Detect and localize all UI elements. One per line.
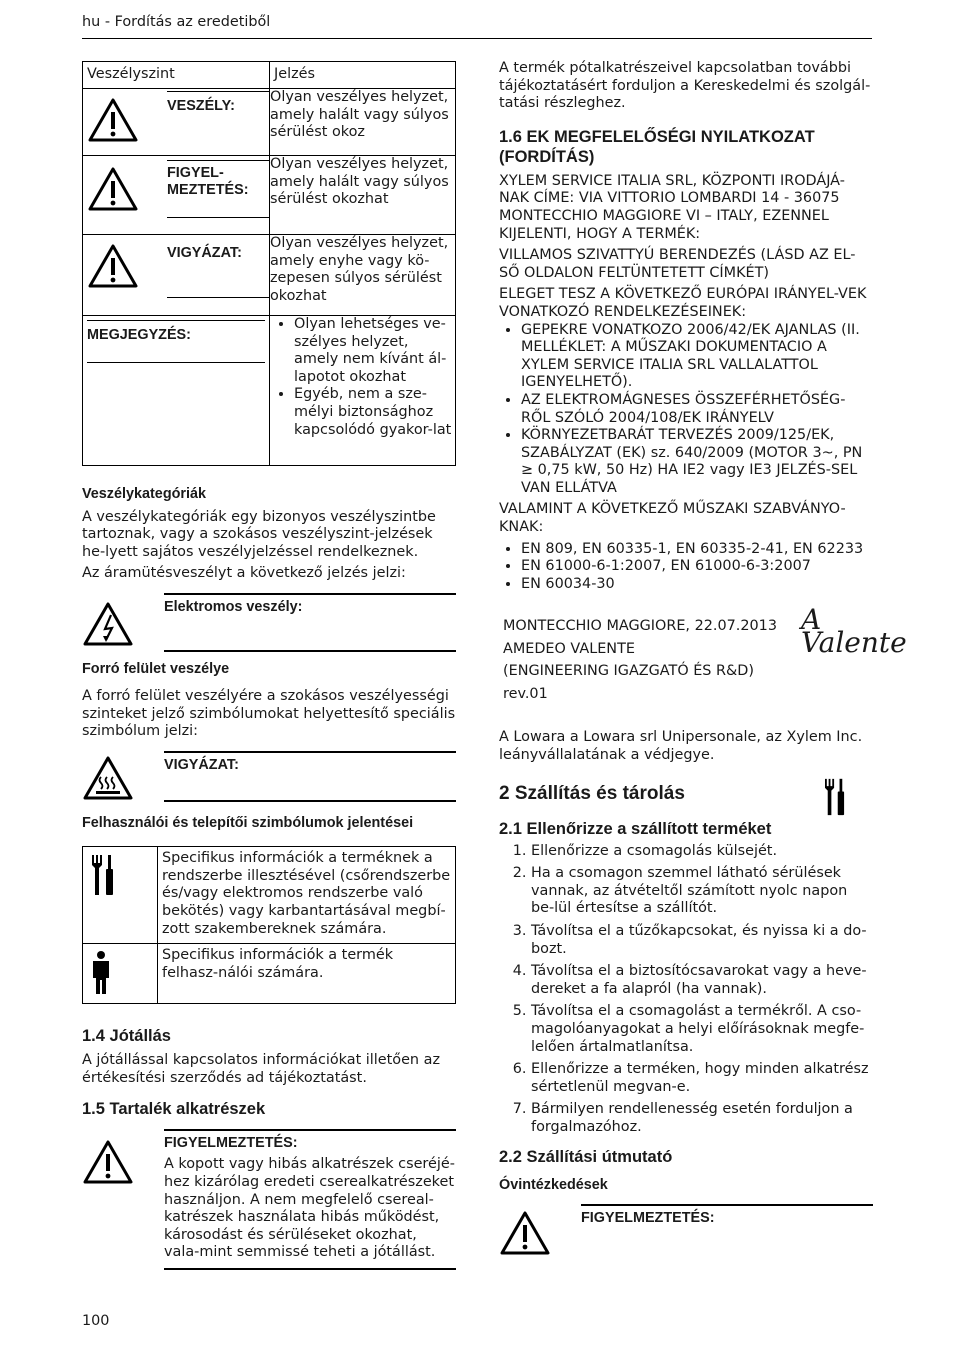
- paragraph: Az áramütésveszélyt a következő jelzés jelzi:: [82, 565, 406, 582]
- warning-triangle-icon: [83, 235, 167, 298]
- hazard-description: Olyan veszélyes helyzet, amely halált vagy súlyos sérülést okoz: [270, 89, 456, 156]
- warning-triangle-icon: [82, 1129, 164, 1270]
- hot-surface-block: [82, 751, 456, 807]
- tools-icon: [83, 847, 158, 944]
- hazard-level-cell: [83, 89, 270, 156]
- warning-triangle-icon: [83, 89, 167, 149]
- sign-line: (ENGINEERING IGAZGATÓ ÉS R&D): [503, 663, 754, 680]
- sign-line: MONTECCHIO MAGGIORE, 22.07.2013: [503, 618, 777, 635]
- tools-description: Specifikus információk a terméknek a rendszerbe illesztésével (csőrendszerbe és/vagy elektromos rendszerbe való bekötés) vagy karbantartásával megbí-zott szakembereknek számára.: [158, 847, 456, 944]
- hazard-description: Olyan veszélyes helyzet, amely halált vagy súlyos sérülést okozhat: [270, 156, 456, 235]
- paragraph: A veszélykategóriák egy bizonyos veszélyszintbe tartoznak, vagy a szokásos veszélyszint-jelzések he-lyett sajátos veszélyjelzéssel rendelkeznek.: [82, 508, 436, 560]
- hazard-level-cell: [83, 316, 270, 466]
- level-warning-line1: FIGYEL-: [167, 165, 224, 181]
- section-2-1-title: 2.1 Ellenőrizze a szállított terméket: [499, 819, 772, 838]
- sign-line: AMEDEO VALENTE: [503, 640, 635, 657]
- warning-triangle-icon: [83, 156, 167, 218]
- warning-triangle-icon: [499, 1204, 581, 1262]
- hot-surface-icon: [82, 751, 164, 807]
- hot-surface-title: Forró felület veszélye: [82, 660, 230, 677]
- step-item: 4. Távolítsa el a biztosítócsavarokat vagy a heve-dereket a fa alapról (ha vannak).: [531, 963, 873, 998]
- directive-item: • KÖRNYEZETBARÁT TERVEZÉS 2009/125/EK, SZABÁLYZAT (EK) sz. 640/2009 (MOTOR 3~, PN ≥ 0,75 kW, 50 Hz) HA IE2 vagy IE3 JELZÉS-SEL VAN ELLÁTVA: [521, 427, 873, 497]
- standard-item: • EN 60034-30: [521, 576, 873, 594]
- paragraph: A termék pótalkatrészeivel kapcsolatban további tájékoztatásért forduljon a Kereskedelmi és szolgál-tatási részleghez.: [499, 60, 871, 112]
- standard-item: • EN 809, EN 60335-1, EN 60335-2-41, EN 62233: [521, 541, 873, 559]
- spare-warning-label: FIGYELMEZTETÉS:: [164, 1135, 298, 1152]
- transport-warning-label: FIGYELMEZTETÉS:: [581, 1210, 715, 1227]
- col-header-level: Veszélyszint: [83, 62, 270, 89]
- level-caution: VIGYÁZAT:: [167, 245, 242, 261]
- left-column: [82, 61, 456, 1270]
- note-description: [270, 316, 456, 466]
- step-item: 3. Távolítsa el a tűzőkapcsokat, és nyissa ki a do-bozt.: [531, 923, 873, 958]
- right-column: [499, 60, 907, 1262]
- page-number: 100: [82, 1313, 110, 1329]
- directive-item: • GEPEKRE VONATKOZO 2006/42/EK AJANLAS (II. MELLÉKLET: A MŰSZAKI DOKUMENTACIO A XYLEM SERVICE ITALIA SRL VALLALATTOL IGENYELHETŐ).: [521, 322, 873, 392]
- transport-warning: [499, 1204, 873, 1262]
- paragraph: VALAMINT A KÖVETKEZŐ MŰSZAKI SZABVÁNYO-KNAK:: [499, 501, 846, 536]
- step-item: 1. Ellenőrizze a csomagolás külsejét.: [531, 843, 873, 861]
- electric-hazard-icon: [82, 593, 164, 653]
- note-bullet: • Egyéb, nem a sze-mélyi biztonsághoz kapcsolódó gyakor-lat: [294, 386, 455, 439]
- hazard-description: Olyan veszélyes helyzet, amely enyhe vagy kö-zepesen súlyos sérülést okozhat: [270, 235, 456, 316]
- handwritten-signature: A Valente: [801, 603, 907, 659]
- user-symbols-title: Felhasználói és telepítői szimbólumok jelentései: [82, 814, 414, 831]
- hazard-categories-title: Veszélykategóriák: [82, 486, 206, 502]
- warranty-title: 1.4 Jótállás: [82, 1027, 171, 1046]
- running-header: hu - Fordítás az eredetiből: [82, 14, 271, 30]
- standard-item: • EN 61000-6-1:2007, EN 61000-6-3:2007: [521, 558, 873, 576]
- header-rule: [82, 38, 872, 39]
- paragraph: ELEGET TESZ A KÖVETKEZŐ EURÓPAI IRÁNYEL-VEK VONATKOZÓ RENDELKEZÉSEINEK:: [499, 286, 867, 320]
- level-note: MEGJEGYZÉS:: [87, 327, 191, 343]
- level-warning-line2: MEZTETÉS:: [167, 182, 249, 198]
- step-item: 2. Ha a csomagon szemmel látható sérülések vannak, az átvételtől számított nyolc napon be-lül értesítse a szállítót.: [531, 865, 873, 918]
- tools-icon: [821, 777, 849, 823]
- electric-hazard-label: Elektromos veszély:: [164, 598, 303, 615]
- user-icon: [83, 944, 158, 1004]
- user-description: Specifikus információk a termék felhasz-nálói számára.: [158, 944, 456, 1004]
- electric-hazard-block: [82, 593, 456, 653]
- sign-line: rev.01: [503, 685, 548, 702]
- declaration-title: 1.6 EK MEGFELELŐSÉGI NYILATKOZAT (FORDÍTÁS): [499, 127, 815, 166]
- signature-block: [499, 603, 907, 705]
- directive-item: • AZ ELEKTROMÁGNESES ÖSSZEFÉRHETŐSÉG-RŐL SZÓLÓ 2004/108/EK IRÁNYELV: [521, 392, 873, 427]
- paragraph: A forró felület veszélyére a szokásos veszélyességi szinteket jelző szimbólumokat helyettesítő speciális szimbólum jelzi:: [82, 688, 456, 740]
- level-danger: VESZÉLY:: [167, 98, 235, 114]
- step-item: 5. Távolítsa el a csomagolást a termékről. A cso-magolóanyagokat a helyi előírásoknak megfe-lelően ártalmatlanítsa.: [531, 1003, 873, 1056]
- symbols-table: [82, 846, 456, 1004]
- paragraph: VILLAMOS SZIVATTYÚ BERENDEZÉS (LÁSD AZ EL-SŐ OLDALON FELTÜNTETETT CÍMKÉT): [499, 247, 856, 281]
- hot-surface-label: VIGYÁZAT:: [164, 756, 239, 773]
- col-header-sign: Jelzés: [270, 62, 456, 89]
- paragraph: A Lowara a Lowara srl Unipersonale, az Xylem Inc. leányvállalatának a védjegye.: [499, 729, 863, 764]
- hazard-level-cell: [83, 235, 270, 316]
- chapter-2-title: 2 Szállítás és tárolás: [499, 782, 685, 804]
- section-2-2-title: 2.2 Szállítási útmutató: [499, 1147, 673, 1166]
- step-item: 7. Bármilyen rendellenesség esetén forduljon a forgalmazóhoz.: [531, 1101, 873, 1136]
- paragraph: XYLEM SERVICE ITALIA SRL, KÖZPONTI IRODÁJÁ-NAK CÍME: VIA VITTORIO LOMBARDI 14 - 36075 MONTECCHIO MAGGIORE VI – ITALY, EZENNEL KIJELENTI, HOGY A TERMÉK:: [499, 172, 845, 242]
- spare-warning-text: A kopott vagy hibás alkatrészek cseréjé-hez kizárólag eredeti cserealkatrészeket használjon. A nem megfelelő csereal-katrészek használata hibás működést, károsodást és sérüléseket okozhat, vala-mint semmissé teheti a jótállást.: [164, 1156, 455, 1261]
- paragraph: A jótállással kapcsolatos információkat illetően az értékesítési szerződés ad tájékoztatást.: [82, 1052, 441, 1086]
- hazard-level-table: [82, 61, 456, 466]
- level-warning: [167, 165, 269, 199]
- spare-parts-warning: [82, 1129, 456, 1270]
- spare-parts-title: 1.5 Tartalék alkatrészek: [82, 1100, 266, 1119]
- note-bullet: • Olyan lehetséges ve-szélyes helyzet, amely nem kívánt ál-lapotot okozhat: [294, 316, 455, 386]
- step-item: 6. Ellenőrizze a terméken, hogy minden alkatrész sértetlenül megvan-e.: [531, 1061, 873, 1096]
- hazard-level-cell: [83, 156, 270, 235]
- precautions-title: Óvintézkedések: [499, 1176, 608, 1193]
